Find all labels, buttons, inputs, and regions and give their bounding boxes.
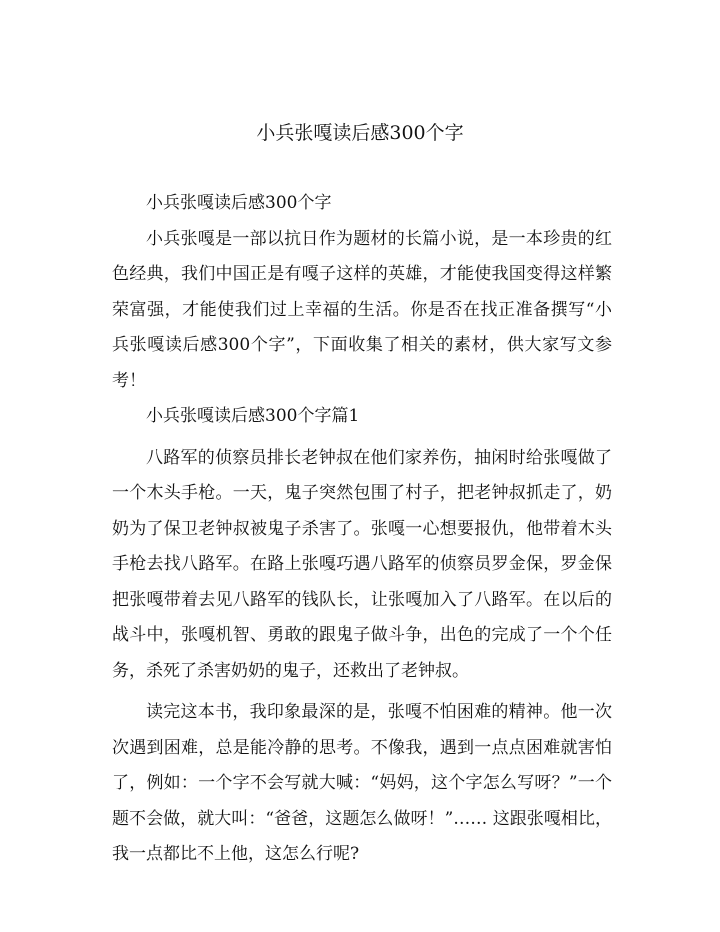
paragraph-reflection: 读完这本书，我印象最深的是，张嘎不怕困难的精神。他一次次遇到困难，总是能冷静的思考。不像我，遇到一点点困难就害怕了，例如：一个字不会写就大喊：“妈妈，这个字怎么写呀？”一个题不会做，就大叫：“爸爸，这题怎么做呀！”…… 这跟张嘎相比，我一点都比不上他，这怎么行呢? <box>112 702 612 864</box>
paragraph-section-heading: 小兵张嘎读后感300个字篇1 <box>146 406 360 426</box>
paragraph-story: 八路军的侦察员排长老钟叔在他们家养伤，抽闲时给张嘎做了一个木头手枪。一天，鬼子突然包围了村子，把老钟叔抓走了，奶奶为了保卫老钟叔被鬼子杀害了。张嘎一心想要报仇，他带着木头手枪去找八路军。在路上张嘎巧遇八路军的侦察员罗金保，罗金保把张嘎带着去见八路军的钱队长，让张嘎加入了八路军。在以后的战斗中，张嘎机智、勇敢的跟鬼子做斗争，出色的完成了一个个任务，杀死了杀害奶奶的鬼子，还救出了老钟叔。 <box>112 447 612 681</box>
paragraph-intro: 小兵张嘎是一部以抗日作为题材的长篇小说，是一本珍贵的红色经典，我们中国正是有嘎子这样的英雄，才能使我国变得这样繁荣富强，才能使我们过上幸福的生活。你是否在找正准备撰写“小兵张嘎读后感300个字”，下面收集了相关的素材，供大家写文参考！ <box>112 228 612 391</box>
paragraph-subtitle: 小兵张嘎读后感300个字 <box>146 193 332 213</box>
document-body <box>112 186 612 873</box>
document-title: 小兵张嘎读后感300个字 <box>256 122 464 144</box>
